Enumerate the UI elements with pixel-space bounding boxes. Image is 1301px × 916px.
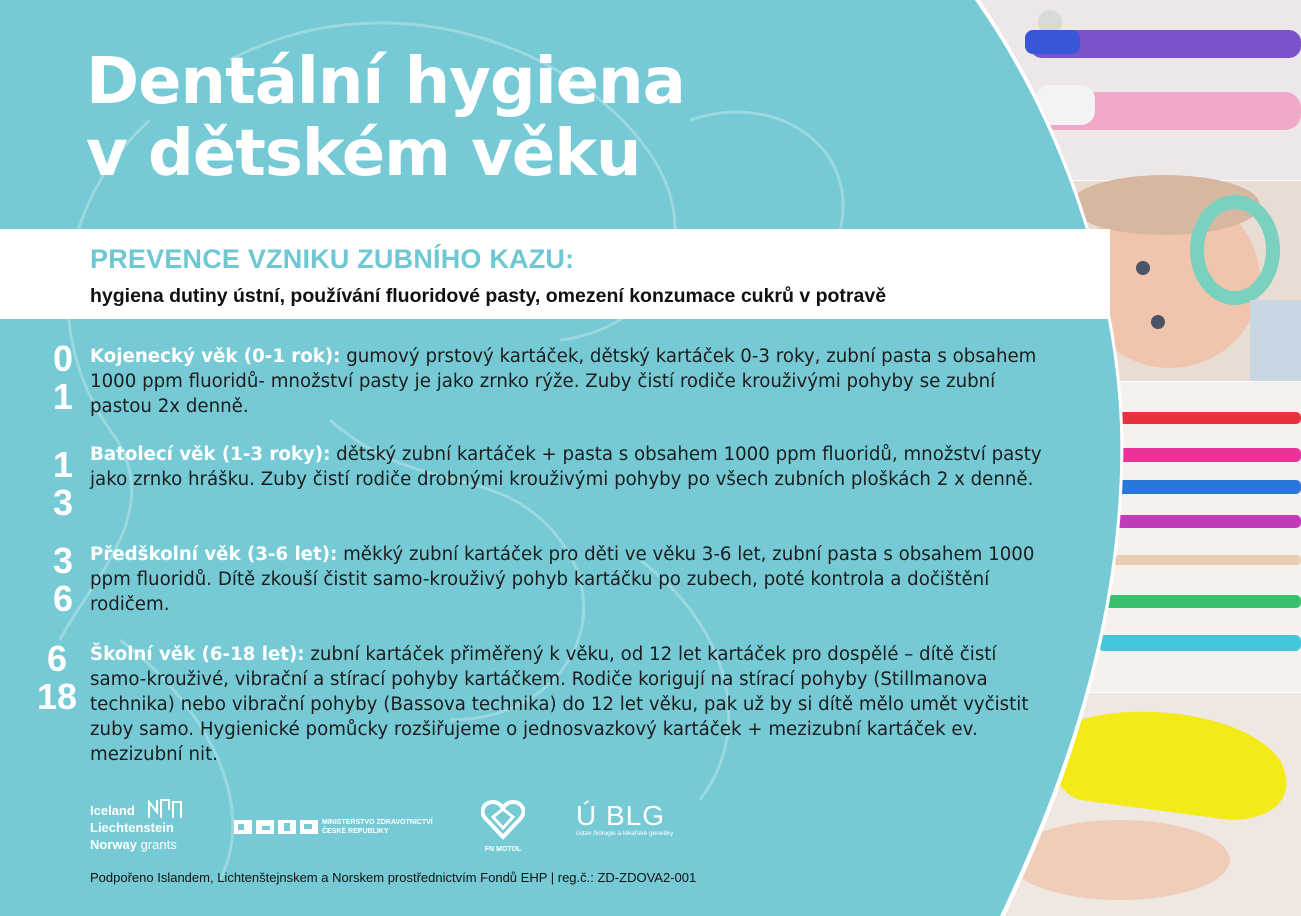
grants-line-3b: grants — [136, 837, 177, 852]
age-from: 3 — [52, 540, 74, 581]
eea-grants-logo — [90, 802, 177, 853]
grants-line-3: Norway — [90, 837, 137, 852]
age-range-0-1 — [38, 340, 88, 416]
funding-footer: Podpořeno Islandem, Lichtenštejnskem a Norskem prostřednictvím Fondů EHP | reg.č.: ZD-ZDOVA2-001 — [90, 870, 697, 885]
section-text: dětský zubní kartáček + pasta s obsahem 1000 ppm fluoridů, množství pasty jako zrnko hrášku. Zuby čistí rodiče drobnými krouživými pohyby po všech zubních ploškách 2 x denně. — [90, 444, 1042, 490]
page-title-line-1: Dentální hygiena — [86, 45, 685, 119]
heart-icon — [481, 800, 525, 840]
section-infant — [90, 344, 1050, 419]
section-label: Batolecí věk (1-3 roky): — [90, 444, 331, 465]
ublg-logo — [576, 800, 673, 837]
grants-line-1: Iceland — [90, 803, 135, 818]
age-to: 3 — [52, 482, 74, 523]
grants-line-2: Liechtenstein — [90, 820, 174, 835]
motol-label: FN MOTOL — [484, 846, 522, 853]
section-label: Kojenecký věk (0-1 rok): — [90, 346, 341, 367]
age-from: 1 — [52, 444, 74, 485]
section-label: Školní věk (6-18 let): — [90, 644, 305, 665]
fn-motol-logo — [478, 800, 528, 853]
section-toddler — [90, 442, 1050, 492]
section-text: gumový prstový kartáček, dětský kartáček 0-3 roky, zubní pasta s obsahem 1000 ppm fluoridů- množství pasty je jako zrnko rýže. Zuby čistí rodiče krouživými pohyby se zubní pastou 2x denně. — [90, 346, 1037, 417]
age-to: 18 — [36, 676, 78, 717]
photo-toothbrushes-infant — [960, 0, 1301, 180]
page-title-line-2: v dětském věku — [86, 117, 641, 191]
ublg-label: Ú BLG — [576, 800, 666, 831]
age-range-1-3 — [38, 446, 88, 522]
age-from: 6 — [46, 638, 68, 679]
section-preschool — [90, 542, 1050, 617]
age-to: 6 — [52, 578, 74, 619]
age-range-3-6 — [38, 542, 88, 618]
mzcr-line-2: ČESKÉ REPUBLIKY — [322, 828, 389, 835]
page-title — [86, 46, 685, 190]
ministry-logo — [234, 818, 433, 840]
section-text: měkký zubní kartáček pro děti ve věku 3-6 let, zubní pasta s obsahem 1000 ppm fluoridů. Dítě zkouší čistit samo-krouživý pohyb kartáčku po zubech, poté kontrola a dočištění rodičem. — [90, 544, 1035, 615]
age-range-6-18 — [32, 640, 82, 716]
grants-mark-icon — [148, 798, 182, 820]
section-school — [90, 642, 1050, 767]
mzcr-mark-icon — [234, 818, 318, 836]
section-label: Předškolní věk (3-6 let): — [90, 544, 338, 565]
mzcr-line-1: MINISTERSTVO ZDRAVOTNICTVÍ — [322, 819, 433, 826]
age-to: 1 — [52, 376, 74, 417]
prevention-subheading: hygiena dutiny ústní, používání fluoridové pasty, omezení konzumace cukrů v potravě — [90, 285, 887, 307]
age-from: 0 — [52, 338, 74, 379]
ublg-sub: ústav biologie a lékařské genetiky — [576, 830, 674, 837]
prevention-heading: PREVENCE VZNIKU ZUBNÍHO KAZU: — [90, 244, 575, 274]
section-text: zubní kartáček přiměřený k věku, od 12 let kartáček pro dospělé – dítě čistí samo-krouživé, vibrační a stírací pohyby kartáčkem. Rodiče korigují na stírací pohyby (Stillmanova technika) nebo vibrační pohyby (Bassova technika) do 12 let věku, pak už by si dítě mělo umět vyčistit zuby samo. Hygienické pomůcky rozšiřujeme o jednosvazkový kartáček + mezizubní kartáček ev. mezizubní nit. — [90, 644, 1029, 765]
